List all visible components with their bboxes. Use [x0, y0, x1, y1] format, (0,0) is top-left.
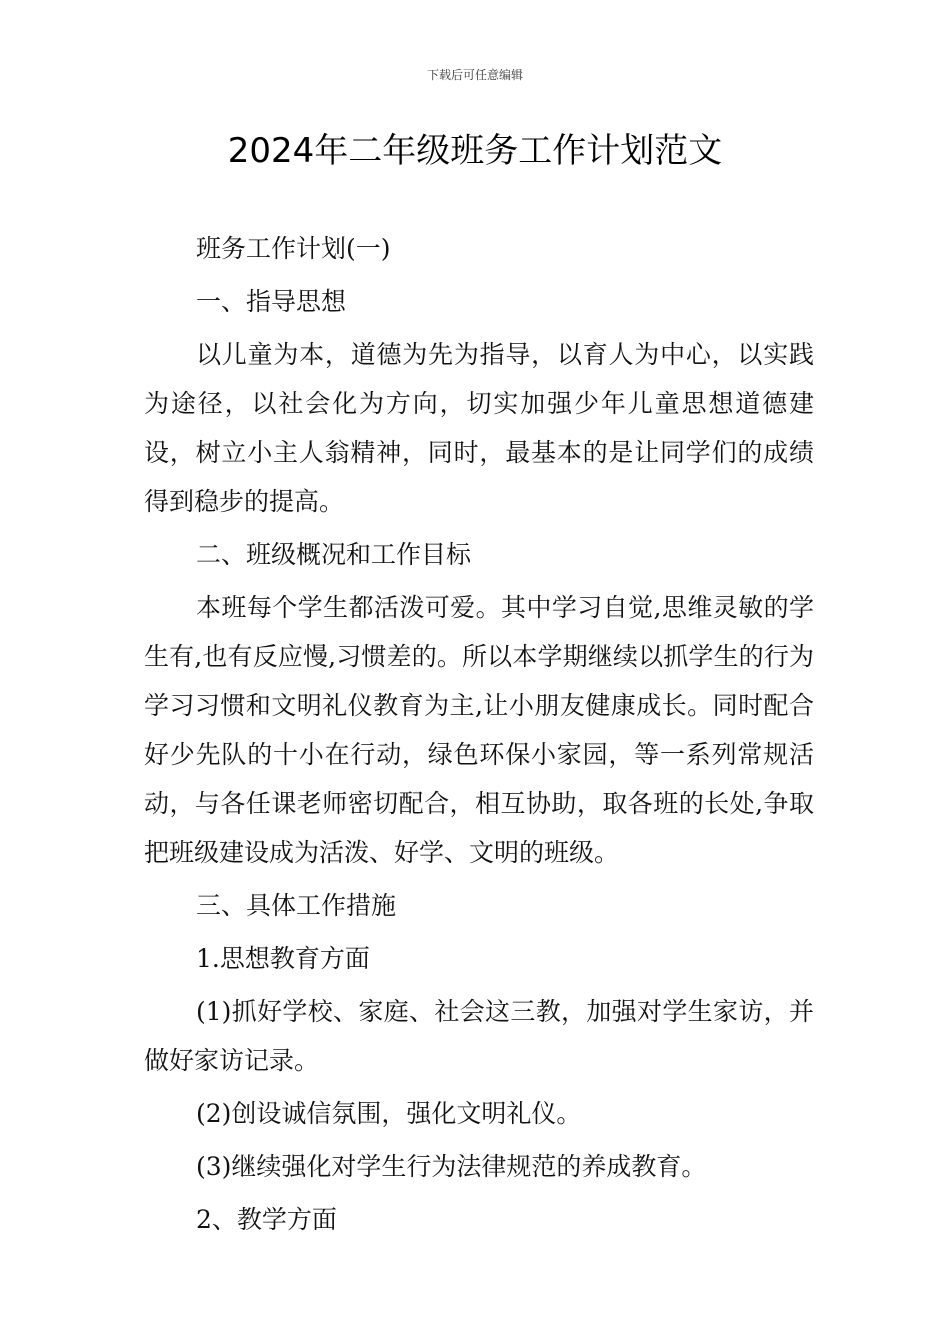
- list-item-behavior-norms: (3)继续强化对学生行为法律规范的养成教育。: [196, 1152, 707, 1181]
- subsection-heading-ideological-education: 1.思想教育方面: [196, 944, 370, 973]
- section-heading-guiding-ideology: 一、指导思想: [196, 287, 347, 316]
- subsection-heading-teaching: 2、教学方面: [196, 1205, 337, 1234]
- list-item-integrity-atmosphere: (2)创设诚信氛围，强化文明礼仪。: [196, 1099, 582, 1128]
- paragraph-class-overview: 本班每个学生都活泼可爱。其中学习自觉,思维灵敏的学生有,也有反应慢,习惯差的。所以本学期继续以抓学生的行为学习习惯和文明礼仪教育为主,让小朋友健康成长。同时配合好少先队的十小在行动，绿色环保小家园，等一系列常规活动，与各任课老师密切配合，相互协助，取各班的长处,争取把班级建设成为活泼、好学、文明的班级。: [144, 593, 814, 867]
- document-title: 2024年二年级班务工作计划范文: [227, 131, 723, 171]
- section-heading-class-overview: 二、班级概况和工作目标: [196, 540, 472, 569]
- paragraph-guiding-ideology: 以儿童为本，道德为先为指导，以育人为中心，以实践为途径，以社会化为方向，切实加强少年儿童思想道德建设，树立小主人翁精神，同时，最基本的是让同学们的成绩得到稳步的提高。: [144, 340, 814, 516]
- list-item-home-visits: (1)抓好学校、家庭、社会这三教，加强对学生家访，并做好家访记录。: [144, 997, 814, 1075]
- plan-label: 班务工作计划(一): [196, 234, 391, 263]
- document-body: [144, 224, 814, 1248]
- section-heading-measures: 三、具体工作措施: [196, 891, 397, 920]
- page-header-note: 下载后可任意编辑: [426, 68, 523, 82]
